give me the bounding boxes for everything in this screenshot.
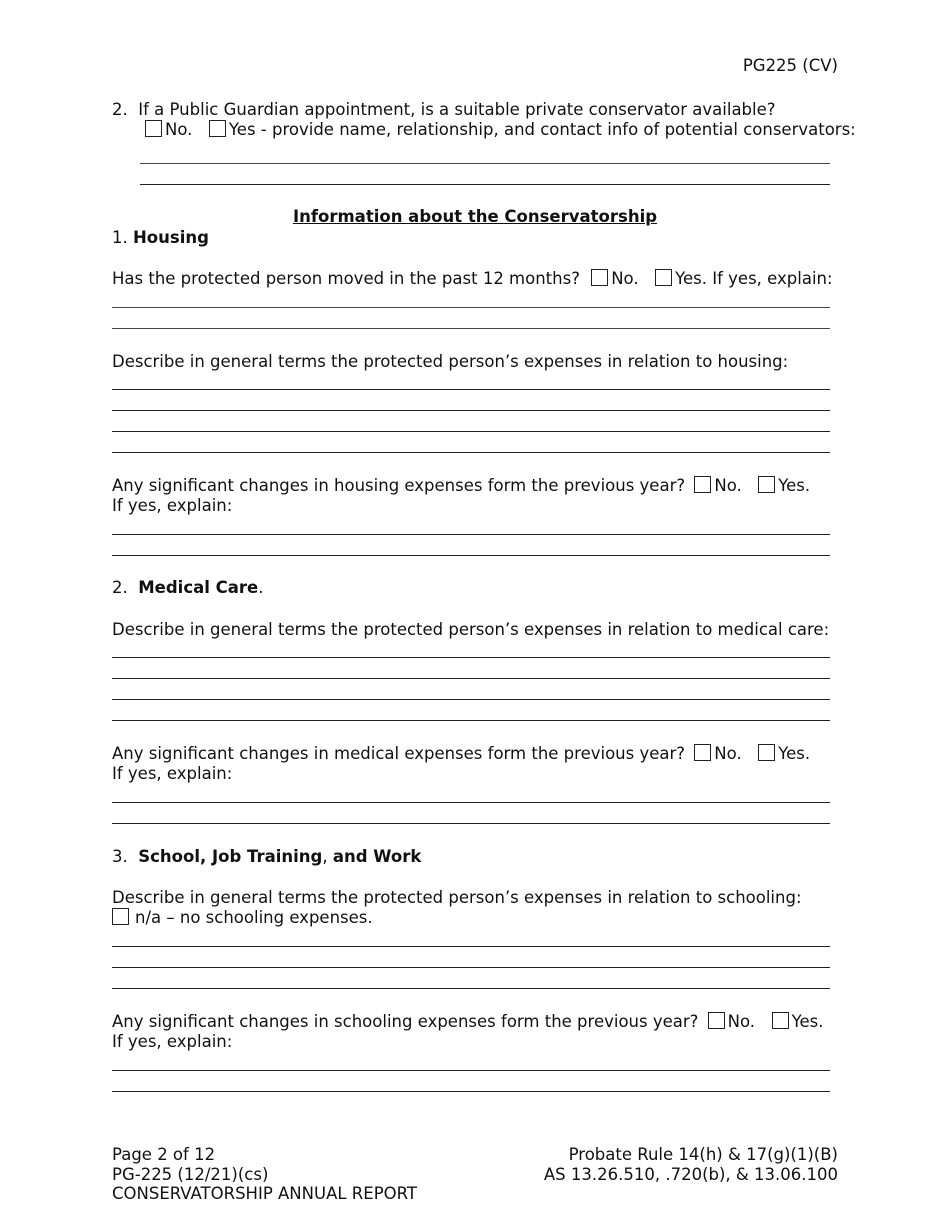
answer-line[interactable] xyxy=(140,184,830,185)
footer-form-title: CONSERVATORSHIP ANNUAL REPORT xyxy=(112,1184,417,1203)
answer-line[interactable] xyxy=(112,534,830,535)
school-expenses-prompt: Describe in general terms the protected person’s expenses in relation to schooling: xyxy=(112,888,802,907)
section-title: Information about the Conservatorship xyxy=(292,207,658,226)
answer-line[interactable] xyxy=(112,988,830,989)
housing-title: Housing xyxy=(133,228,209,247)
school-changes-no-checkbox[interactable] xyxy=(708,1012,725,1029)
answer-line[interactable] xyxy=(112,431,830,432)
answer-line[interactable] xyxy=(112,307,830,308)
medical-explain-label: If yes, explain: xyxy=(112,764,233,783)
answer-line[interactable] xyxy=(112,389,830,390)
answer-line[interactable] xyxy=(112,823,830,824)
footer-statute-reference: AS 13.26.510, .720(b), & 13.06.100 xyxy=(543,1164,838,1184)
housing-moved-row xyxy=(112,269,833,289)
housing-moved-no-checkbox[interactable] xyxy=(591,269,608,286)
housing-moved-yes-checkbox[interactable] xyxy=(655,269,672,286)
form-code: PG225 (CV) xyxy=(742,56,838,75)
answer-line[interactable] xyxy=(112,328,830,329)
housing-expenses-prompt: Describe in general terms the protected person’s expenses in relation to housing: xyxy=(112,352,789,371)
private-conservator-no-checkbox[interactable] xyxy=(145,120,162,137)
housing-moved-no-label: No. xyxy=(611,269,639,288)
footer-right xyxy=(544,1145,838,1184)
answer-line[interactable] xyxy=(112,699,830,700)
medical-number: 2. xyxy=(112,578,128,597)
school-explain-label: If yes, explain: xyxy=(112,1032,233,1051)
medical-changes-yes-label: Yes. xyxy=(778,744,811,763)
medical-heading xyxy=(112,578,263,598)
private-conservator-yes-label: Yes - provide name, relationship, and contact info of potential conservators: xyxy=(228,120,856,139)
school-changes-yes-checkbox[interactable] xyxy=(772,1012,789,1029)
medical-expenses-prompt: Describe in general terms the protected person’s expenses in relation to medical care: xyxy=(112,620,830,639)
answer-line[interactable] xyxy=(112,802,830,803)
school-na-row xyxy=(112,908,373,928)
footer-rule-reference: Probate Rule 14(h) & 17(g)(1)(B) xyxy=(568,1145,838,1164)
question-2-number: 2. xyxy=(112,100,128,119)
answer-line[interactable] xyxy=(112,657,830,658)
school-changes-yes-label: Yes. xyxy=(791,1012,824,1031)
medical-title: Medical Care xyxy=(138,578,259,597)
housing-changes-yes-label: Yes. xyxy=(778,476,811,495)
medical-changes-no-label: No. xyxy=(714,744,742,763)
school-changes-row xyxy=(112,1012,823,1032)
school-changes-no-label: No. xyxy=(727,1012,756,1031)
medical-changes-no-checkbox[interactable] xyxy=(694,744,711,761)
school-na-checkbox[interactable] xyxy=(112,908,129,925)
school-title-a: School, Job Training xyxy=(138,847,323,866)
question-2-label: If a Public Guardian appointment, is a suitable private conservator available? xyxy=(138,100,776,119)
school-title-b: and Work xyxy=(332,847,422,866)
footer-page-number: Page 2 of 12 xyxy=(112,1145,216,1164)
medical-title-period: . xyxy=(258,578,264,597)
housing-changes-yes-checkbox[interactable] xyxy=(758,476,775,493)
answer-line[interactable] xyxy=(112,410,830,411)
footer-left xyxy=(112,1145,417,1204)
question-2-options xyxy=(145,120,856,140)
answer-line[interactable] xyxy=(112,946,830,947)
answer-line[interactable] xyxy=(112,1091,830,1092)
housing-changes-row xyxy=(112,476,810,496)
medical-changes-question: Any significant changes in medical expenses form the previous year? xyxy=(112,744,686,763)
housing-moved-yes-label: Yes. If yes, explain: xyxy=(675,269,833,288)
school-na-label: n/a – no schooling expenses. xyxy=(135,908,373,927)
housing-heading xyxy=(112,228,209,248)
private-conservator-yes-checkbox[interactable] xyxy=(209,120,226,137)
housing-changes-no-label: No. xyxy=(714,476,742,495)
answer-line[interactable] xyxy=(112,555,830,556)
answer-line[interactable] xyxy=(112,720,830,721)
answer-line[interactable] xyxy=(112,967,830,968)
school-heading xyxy=(112,847,421,867)
question-2-text xyxy=(112,100,776,120)
answer-line[interactable] xyxy=(140,163,830,164)
medical-changes-row xyxy=(112,744,810,764)
answer-line[interactable] xyxy=(112,678,830,679)
school-number: 3. xyxy=(112,847,128,866)
housing-explain-label: If yes, explain: xyxy=(112,496,233,515)
housing-changes-no-checkbox[interactable] xyxy=(694,476,711,493)
housing-number: 1. xyxy=(112,228,128,247)
footer-form-id: PG-225 (12/21)(cs) xyxy=(112,1164,269,1184)
school-title-sep: , xyxy=(322,847,328,866)
medical-changes-yes-checkbox[interactable] xyxy=(758,744,775,761)
housing-moved-question: Has the protected person moved in the past 12 months? xyxy=(112,269,580,288)
private-conservator-no-label: No. xyxy=(165,120,193,139)
answer-line[interactable] xyxy=(112,1070,830,1071)
school-changes-question: Any significant changes in schooling expenses form the previous year? xyxy=(112,1012,699,1031)
answer-line[interactable] xyxy=(112,452,830,453)
housing-changes-question: Any significant changes in housing expenses form the previous year? xyxy=(112,476,686,495)
